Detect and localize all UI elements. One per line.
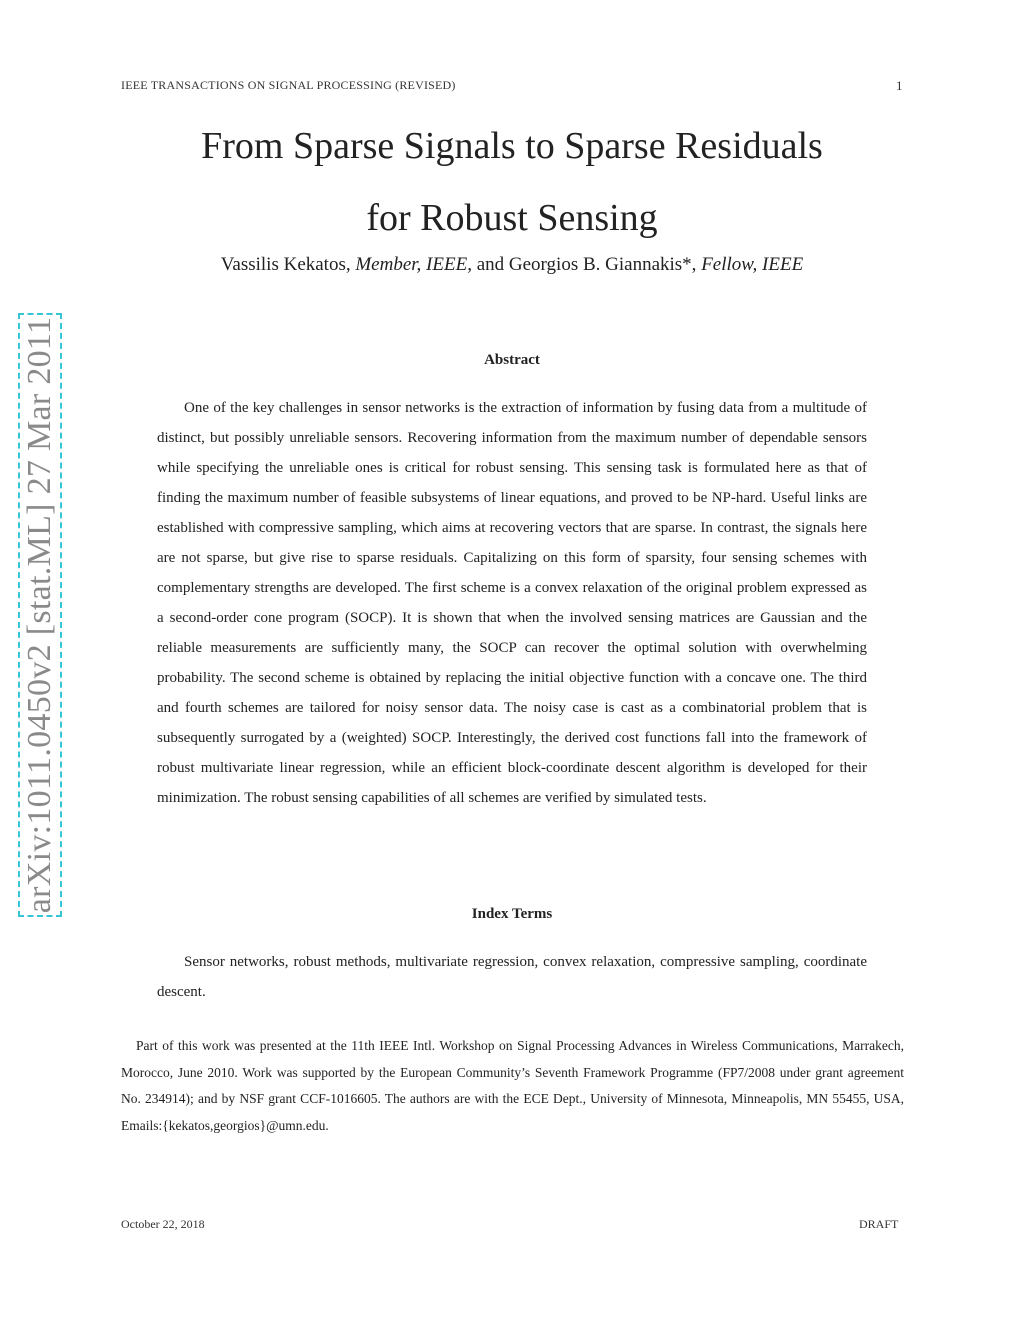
arxiv-identifier: arXiv:1011.0450v2 [stat.ML] 27 Mar 2011 <box>21 316 58 914</box>
abstract-body: One of the key challenges in sensor networks is the extraction of information by fusing data from a multitude of distinct, but possibly unreliable sensors. Recovering information from the maximum number of dependable sensors while specifying the unreliable ones is critical for robust sensing. This sensing task is formulated here as that of finding the maximum number of feasible subsystems of linear equations, and proved to be NP-hard. Useful links are established with compressive sampling, which aims at recovering vectors that are sparse. In contrast, the signals here are not sparse, but give rise to sparse residuals. Capitalizing on this form of sparsity, four sensing schemes with complementary strengths are developed. The first scheme is a convex relaxation of the original problem expressed as a second-order cone program (SOCP). It is shown that when the involved sensing matrices are Gaussian and the reliable measurements are sufficiently many, the SOCP can recover the optimal solution with overwhelming probability. The second scheme is obtained by replacing the initial objective function with a concave one. The third and fourth schemes are tailored for noisy sensor data. The noisy case is cast as a combinatorial problem that is subsequently surrogated by a (weighted) SOCP. Interestingly, the derived cost functions fall into the framework of robust multivariate linear regression, while an efficient block-coordinate descent algorithm is developed for their minimization. The robust sensing capabilities of all schemes are verified by simulated tests. <box>157 400 867 806</box>
paper-title <box>0 110 1024 254</box>
page-number: 1 <box>896 78 903 93</box>
index-terms-body: Sensor networks, robust methods, multivariate regression, convex relaxation, compressive sampling, coordinate descent. <box>157 954 867 1000</box>
index-terms-heading: Index Terms <box>471 906 553 922</box>
author-2-name: Georgios B. Giannakis*, <box>508 254 697 275</box>
footnote: Part of this work was presented at the 11th IEEE Intl. Workshop on Signal Processing Advances in Wireless Communications, Marrakech, Morocco, June 2010. Work was supported by the European Community’s Seventh Framework Programme (FP7/2008 under grant agreement No. 234914); and by NSF grant CCF-1016605. The authors are with the ECE Dept., University of Minnesota, Minneapolis, MN 55455, USA, Emails:{kekatos,georgios}@umn.edu. <box>121 1038 904 1133</box>
running-head: IEEE TRANSACTIONS ON SIGNAL PROCESSING (REVISED) <box>121 78 456 92</box>
footer-draft-label: DRAFT <box>859 1217 899 1231</box>
author-list <box>0 254 1024 276</box>
title-line-2: for Robust Sensing <box>366 197 658 239</box>
author-1-name: Vassilis Kekatos, <box>220 254 351 275</box>
abstract-heading: Abstract <box>484 352 540 368</box>
arxiv-stamp <box>18 313 62 917</box>
title-line-1: From Sparse Signals to Sparse Residuals <box>201 125 823 167</box>
author-conjunction: and <box>476 254 505 275</box>
author-2-role: Fellow, IEEE <box>701 254 804 275</box>
footer-date: October 22, 2018 <box>121 1217 205 1231</box>
author-1-role: Member, IEEE, <box>355 254 472 275</box>
